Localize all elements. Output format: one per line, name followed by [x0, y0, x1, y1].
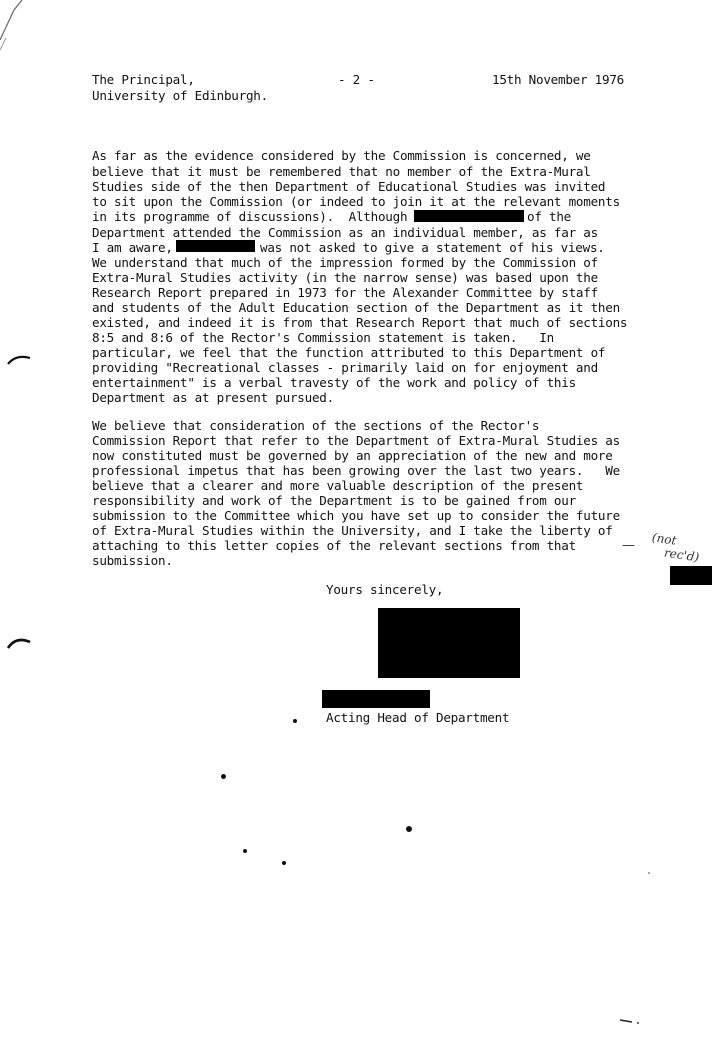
- text-line: We understand that much of the impression formed by the Commission of: [92, 255, 598, 270]
- letter-date: 15th November 1976: [492, 72, 624, 87]
- text-line: Commission Report that refer to the Department of Extra-Mural Studies as: [92, 433, 620, 448]
- text-line: believe that it must be remembered that no member of the Extra-Mural: [92, 164, 591, 179]
- text-line: 8:5 and 8:6 of the Rector's Commission statement is taken. In: [92, 330, 554, 345]
- annotation-dash: —: [622, 538, 635, 553]
- text-line: of Extra-Mural Studies within the University, and I take the liberty of: [92, 523, 613, 538]
- text-line: responsibility and work of the Department is to be gained from our: [92, 493, 576, 508]
- text-line: entertainment" is a verbal travesty of the work and policy of this: [92, 375, 576, 390]
- redaction-bar: [176, 240, 255, 252]
- text-line: believe that a clearer and more valuable description of the present: [92, 478, 584, 493]
- signature-title: Acting Head of Department: [326, 710, 510, 725]
- text-line: I am aware,: [92, 240, 173, 255]
- speck: [221, 774, 226, 779]
- text-line: providing "Recreational classes - primarily laid on for enjoyment and: [92, 360, 598, 375]
- text-line: particular, we feel that the function attributed to this Department of: [92, 345, 606, 360]
- text-line: in its programme of discussions). Although: [92, 209, 408, 224]
- speck: [293, 719, 297, 723]
- recipient-line-1: The Principal,: [92, 72, 195, 87]
- punch-hole-mark: [6, 634, 32, 652]
- punch-hole-mark: [6, 352, 32, 368]
- text-line: We believe that consideration of the sections of the Rector's: [92, 418, 540, 433]
- text-line: and students of the Adult Education section of the Department as it then: [92, 300, 620, 315]
- speck: [406, 826, 412, 832]
- recipient-line-2: University of Edinburgh.: [92, 88, 268, 103]
- name-redaction: [322, 690, 430, 708]
- text-line: of the: [527, 209, 571, 224]
- text-line: Department as at present pursued.: [92, 390, 334, 405]
- redaction-bar-margin: [670, 566, 712, 585]
- text-line: As far as the evidence considered by the Commission is concerned, we: [92, 148, 591, 163]
- redaction-bar: [414, 210, 524, 222]
- text-line: Research Report prepared in 1973 for the Alexander Committee by staff: [92, 285, 598, 300]
- speck: [282, 861, 286, 865]
- page-number: - 2 -: [338, 72, 375, 87]
- speck: [618, 1016, 642, 1026]
- text-line: to sit upon the Commission (or indeed to join it at the relevant moments: [92, 194, 620, 209]
- text-line: existed, and indeed it is from that Research Report that much of sections: [92, 315, 628, 330]
- signature-redaction: [378, 608, 520, 678]
- text-line: Studies side of the then Department of Educational Studies was invited: [92, 179, 606, 194]
- text-line: now constituted must be governed by an appreciation of the new and more: [92, 448, 613, 463]
- text-line: Extra-Mural Studies activity (in the narrow sense) was based upon the: [92, 270, 598, 285]
- text-line: submission to the Committee which you have set up to consider the future: [92, 508, 620, 523]
- text-line: was not asked to give a statement of his views.: [260, 240, 605, 255]
- text-line: Department attended the Commission as an individual member, as far as: [92, 225, 598, 240]
- text-line: submission.: [92, 553, 173, 568]
- closing-salutation: Yours sincerely,: [326, 582, 444, 597]
- text-line: professional impetus that has been growing over the last two years. We: [92, 463, 620, 478]
- speck: [243, 849, 247, 853]
- text-line: attaching to this letter copies of the relevant sections from that: [92, 538, 576, 553]
- annotation-line-1: (not: [651, 530, 678, 548]
- corner-fold-mark: [0, 0, 30, 52]
- annotation-line-2: rec'd): [663, 545, 701, 565]
- speck: [648, 872, 650, 874]
